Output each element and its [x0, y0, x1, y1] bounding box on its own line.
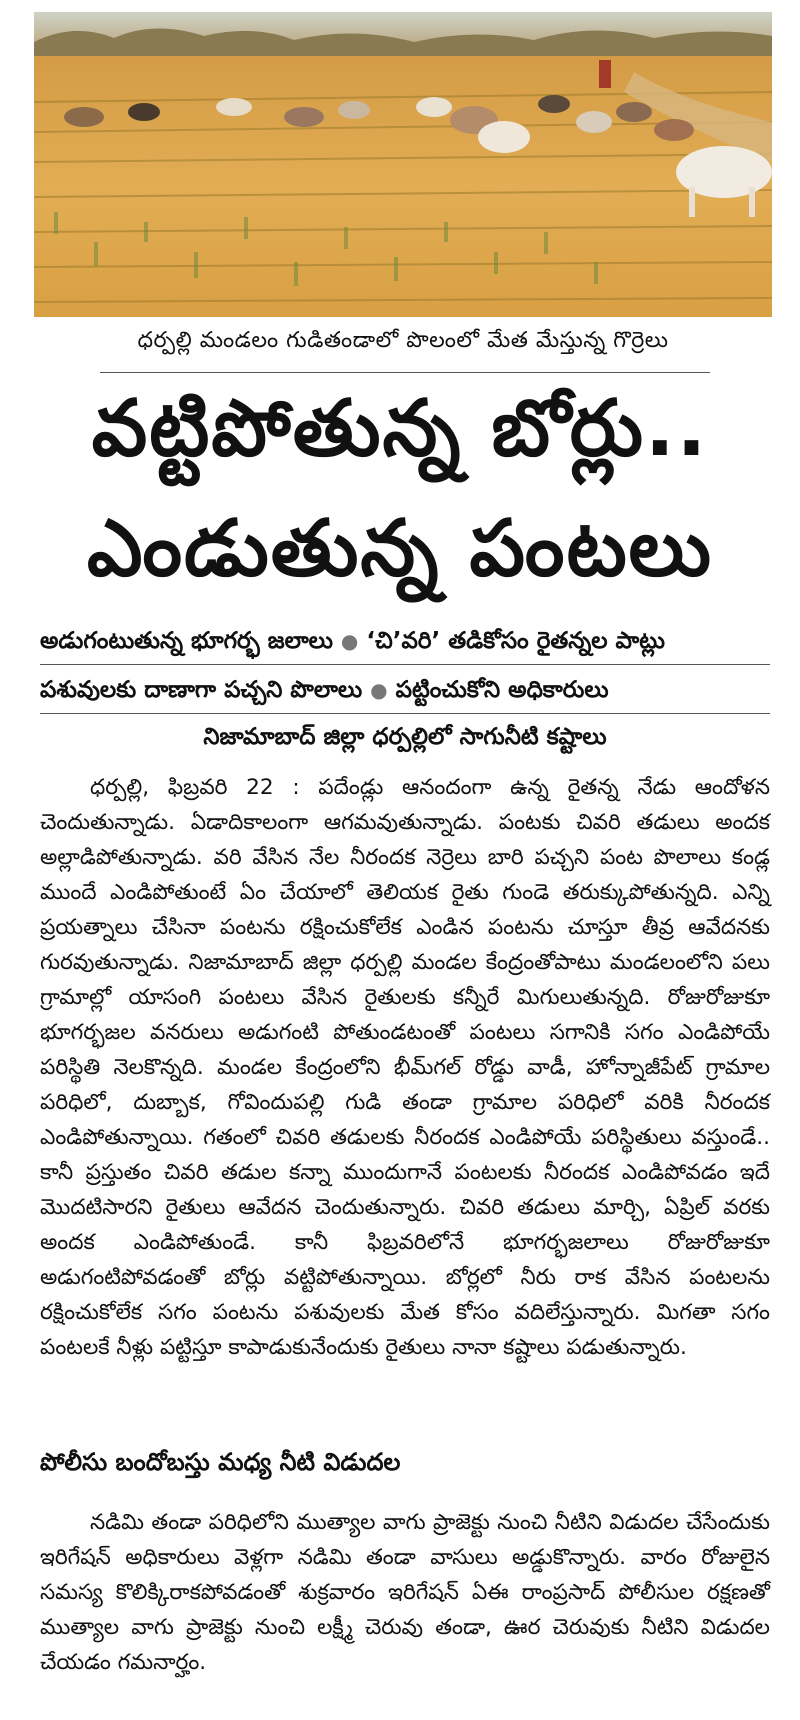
paragraph: ధర్పల్లి, ఫిబ్రవరి 22 : పదేండ్లు ఆనందంగా ఉన్న రైతన్న నేడు ఆందోళన చెందుతున్నాడు. ఏడాదికాలంగా ఆగమవుతున్నాడు. పంటకు చివరి తడులు అందక అల్లాడిపోతున్నాడు. వరి వేసిన నేల నీరందక నెర్రెలు బారి పచ్చని పంట పొలాలు కండ్ల ముందే ఎండిపోతుంటే ఏం చేయాలో తెలియక రైతు గుండె తరుక్కుపోతున్నది. ఎన్ని ప్రయత్నాలు చేసినా పంటను రక్షించుకోలేక ఎండిన పంటను చూస్తూ తీవ్ర ఆవేదనకు గురవుతున్నాడు. నిజామాబాద్ జిల్లా ధర్పల్లి మండల కేంద్రంతోపాటు మండలంలోని పలు గ్రామాల్లో యాసంగి పంటలు వేసిన రైతులకు కన్నీరే మిగులుతున్నది. రోజురోజుకూ భూగర్భజల వనరులు అడుగంటి పోతుండటంతో పంటలు సగానికి సగం ఎండిపోయే పరిస్థితి నెలకొన్నది. మండల కేంద్రంలోని భీమ్‌గల్ రోడ్డు వాడీ, హోన్నాజీపేట్ గ్రామాల పరిధిలో, దుబ్బాక, గోవిందుపల్లి గుడి తండా గ్రామాల పరిధిలో వరికి నీరందక ఎండిపోతున్నాయి. గతంలో చివరి తడులకు నీరందక ఎండిపోయే పరిస్థితులు వస్తుండే.. కానీ ప్రస్తుతం చివరి తడుల కన్నా ముందుగానే పంటలకు నీరందక ఎండిపోవడం ఇదే మొదటిసారని రైతులు ఆవేదన చెందుతున్నారు. చివరి తడులు మార్చి, ఏప్రిల్ వరకు అందక ఎండిపోతుండే. కానీ ఫిబ్రవరిలోనే భూగర్భజలాలు రోజురోజుకూ అడుగంటిపోవడంతో బోర్లు వట్టిపోతున్నాయి. బోర్లలో నీరు రాక వేసిన పంటలను రక్షించుకోలేక సగం పంటను పశువులకు మేత కోసం వదిలేస్తున్నారు. మిగతా సగం పంటలకే నీళ్లు పట్టిస్తూ కాపాడుకునేందుకు రైతులు నానా కష్టాలు పడుతున్నారు.: [40, 775, 770, 1360]
photo-illustration: [34, 12, 772, 317]
divider: [40, 664, 770, 665]
headline-line-1: వట్టిపోతున్న బోర్లు..: [91, 384, 709, 474]
subhead-groundwater: అడుగంటుతున్న భూగర్భ జలాలు: [40, 628, 333, 654]
divider: [100, 372, 710, 373]
article-body: [40, 770, 770, 1365]
paragraph: నడిమి తండా పరిధిలోని ముత్యాల వాగు ప్రాజెక్టు నుంచి నీటిని విడుదల చేసేందుకు ఇరిగేషన్ అధికారులు వెళ్లగా నడిమి తండా వాసులు అడ్డుకొన్నారు. వారం రోజులైన సమస్య కొలిక్కిరాకపోవడంతో శుక్రవారం ఇరిగేషన్ ఏఈ రాంప్రసాద్ పోలీసుల రక్షణతో ముత్యాల వాగు ప్రాజెక్టు నుంచి లక్ష్మీ చెరువు తండా, ఊర చెరువుకు నీటిని విడుదల చేయడం గమనార్హం.: [40, 1510, 770, 1675]
section-heading: పోలీసు బందోబస్తు మధ్య నీటి విడుదల: [40, 1448, 401, 1476]
section-body: [40, 1505, 770, 1680]
bullet-icon: ●: [340, 629, 359, 653]
field-with-cattle-photo: [34, 12, 772, 317]
location-line: నిజామాబాద్ జిల్లా ధర్పల్లిలో సాగునీటి కష్టాలు: [203, 724, 607, 750]
subhead-row-2: [40, 677, 770, 709]
subhead-cattle-fodder: పశువులకు దాణాగా పచ్చని పొలాలు: [40, 677, 363, 703]
subhead-officials: పట్టించుకోని అధికారులు: [395, 677, 609, 703]
bullet-icon: ●: [370, 678, 388, 702]
subhead-row-1: [40, 628, 770, 660]
divider: [40, 713, 770, 714]
headline-line-2: ఎండుతున్న పంటలు: [87, 504, 713, 594]
subhead-last-watering: ‘చి’వరి’ తడికోసం రైతన్నల పాట్లు: [366, 628, 665, 654]
photo-caption: ధర్పల్లి మండలం గుడితండాలో పొలంలో మేత మేస్తున్న గొర్రెలు: [137, 328, 669, 353]
